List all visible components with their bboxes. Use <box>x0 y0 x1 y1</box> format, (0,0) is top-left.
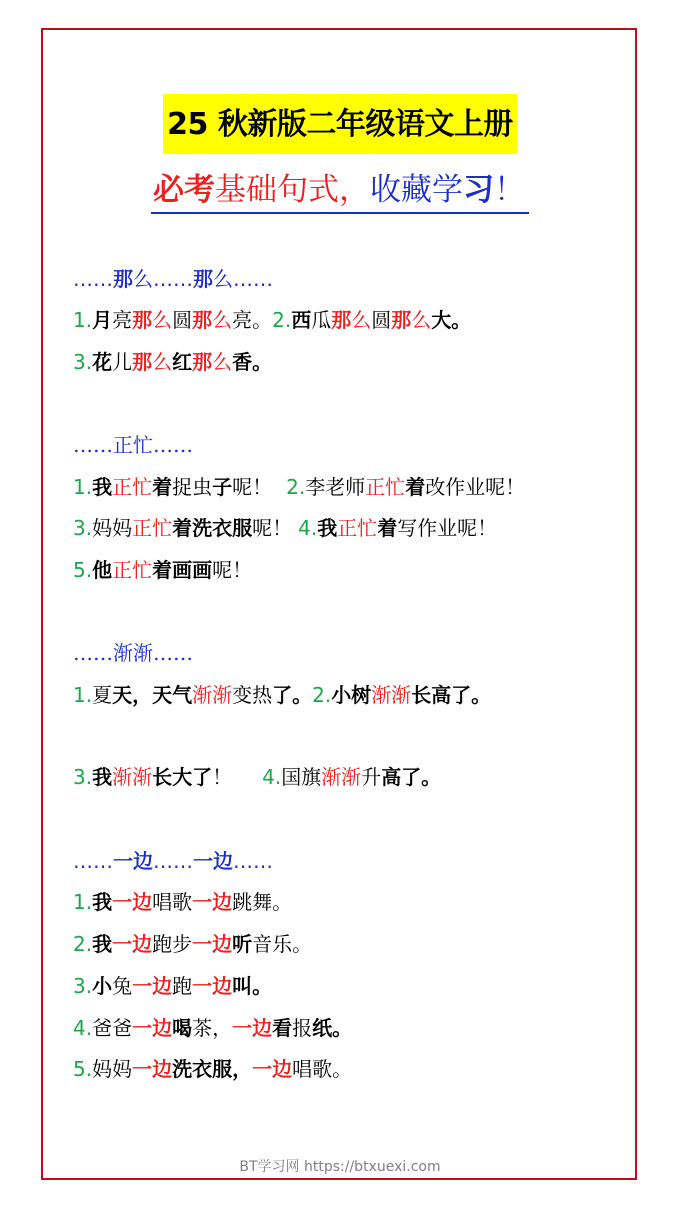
text-part: 他 <box>92 558 113 582</box>
text-part: ！ <box>212 765 233 789</box>
text-part: 喝 <box>172 1016 193 1040</box>
keyword: 那 <box>132 308 153 332</box>
sentence-line <box>73 762 441 792</box>
text-part: 叫。 <box>232 974 273 998</box>
heading-part: 那 <box>193 267 213 291</box>
keyword: 么 <box>411 308 432 332</box>
text-part: 红 <box>172 350 193 374</box>
keyword: 么 <box>212 350 233 374</box>
keyword: 正忙 <box>112 475 153 499</box>
text-part: 李老师 <box>305 475 366 499</box>
text-part: 呢！ <box>232 475 273 499</box>
text-part: 写作业呢！ <box>397 516 498 540</box>
subtitle-container <box>0 168 680 214</box>
text-part: 儿 <box>112 350 133 374</box>
sentence-line <box>73 555 252 585</box>
keyword: 一边 <box>132 974 173 998</box>
keyword: 么 <box>152 350 173 374</box>
keyword: 一边 <box>112 890 153 914</box>
sentence-line <box>73 887 292 917</box>
heading-part: …… <box>153 267 193 291</box>
item-number: 2. <box>272 308 292 332</box>
keyword: 那 <box>391 308 412 332</box>
heading-part: 一边 <box>113 849 153 873</box>
keyword: 一边 <box>132 1016 173 1040</box>
keyword: 正忙 <box>365 475 406 499</box>
heading-part: …… <box>73 849 113 873</box>
text-part: 爸爸 <box>92 1016 133 1040</box>
item-number: 5. <box>73 1057 93 1081</box>
text-part: 我 <box>92 475 113 499</box>
text-part: 圆 <box>172 308 193 332</box>
subtitle-part: 基础句式， <box>215 172 370 208</box>
item-number: 3. <box>73 516 93 540</box>
text-part: 跑步 <box>152 932 193 956</box>
item-number: 2. <box>312 683 332 707</box>
text-part: 妈妈 <box>92 1057 133 1081</box>
heading-part: …… <box>153 849 193 873</box>
text-part: 天，天气 <box>112 683 193 707</box>
keyword: 一边 <box>132 1057 173 1081</box>
item-number: 1. <box>73 683 93 707</box>
text-part: 圆 <box>371 308 392 332</box>
sentence-line <box>73 971 272 1001</box>
footer-watermark: BT学习网 https://btxuexi.com <box>239 1159 441 1175</box>
keyword: 渐渐 <box>112 765 153 789</box>
text-part: 洗衣服， <box>172 1057 253 1081</box>
sentence-line <box>73 1054 352 1084</box>
text-part: 西 <box>291 308 312 332</box>
heading-part: …… <box>73 267 113 291</box>
sentence-line <box>73 1013 352 1043</box>
text-part: 着 <box>405 475 426 499</box>
section-heading-jian-jian <box>73 638 193 668</box>
sentence-line <box>73 472 525 502</box>
text-part: 我 <box>92 932 113 956</box>
text-part: 了。 <box>272 683 313 707</box>
keyword: 么 <box>351 308 372 332</box>
item-number: 1. <box>73 308 93 332</box>
text-part: 唱歌。 <box>292 1057 353 1081</box>
keyword: 正忙 <box>132 516 173 540</box>
text-part: 亮 <box>112 308 133 332</box>
keyword: 一边 <box>112 932 153 956</box>
page-subtitle <box>151 168 529 214</box>
text-part: 看 <box>272 1016 293 1040</box>
heading-part: 那 <box>113 267 133 291</box>
keyword: 正忙 <box>337 516 378 540</box>
keyword: 么 <box>152 308 173 332</box>
sentence-line <box>73 347 272 377</box>
keyword: 一边 <box>192 932 233 956</box>
text-part: 呢！ <box>252 516 293 540</box>
text-part: 我 <box>317 516 338 540</box>
text-part: 呢！ <box>212 558 253 582</box>
text-part: 茶， <box>192 1016 233 1040</box>
text-part: 听 <box>232 932 253 956</box>
text-part: 兔 <box>112 974 133 998</box>
text-part: 国旗 <box>281 765 322 789</box>
title-container <box>0 94 680 154</box>
text-part: 唱歌 <box>152 890 193 914</box>
text-part: 音乐。 <box>252 932 313 956</box>
keyword: 一边 <box>252 1057 293 1081</box>
heading-part: 么 <box>213 267 233 291</box>
section-heading-yi-bian <box>73 846 273 876</box>
text-part: 跳舞。 <box>232 890 293 914</box>
text-part: 花 <box>92 350 113 374</box>
sentence-line <box>73 513 497 543</box>
item-number: 4. <box>262 765 282 789</box>
heading-part: ……渐渐…… <box>73 641 193 665</box>
text-part: 捉虫 <box>172 475 213 499</box>
heading-part: …… <box>233 267 273 291</box>
sentence-line <box>73 680 491 710</box>
heading-part: ……正忙…… <box>73 433 193 457</box>
text-part: 高了。 <box>381 765 442 789</box>
keyword: 一边 <box>232 1016 273 1040</box>
text-part: 月 <box>92 308 113 332</box>
text-part: 变热 <box>232 683 273 707</box>
keyword: 那 <box>192 308 213 332</box>
text-part: 着 <box>152 475 173 499</box>
item-number: 3. <box>73 765 93 789</box>
keyword: 渐渐 <box>192 683 233 707</box>
text-part: 报 <box>292 1016 313 1040</box>
item-number: 4. <box>73 1016 93 1040</box>
keyword: 渐渐 <box>321 765 362 789</box>
keyword: 那 <box>132 350 153 374</box>
subtitle-part: 收藏学 <box>370 172 463 208</box>
subtitle-part: 习 <box>463 172 494 208</box>
keyword: 渐渐 <box>371 683 412 707</box>
text-part: 纸。 <box>312 1016 353 1040</box>
page-title: 25 秋新版二年级语文上册 <box>163 94 517 154</box>
text-part: 夏 <box>92 683 113 707</box>
subtitle-part: ！ <box>494 172 525 208</box>
text-part: 小树 <box>331 683 372 707</box>
text-part: 着画画 <box>152 558 213 582</box>
subtitle-part: 必考 <box>153 172 215 208</box>
text-part: 我 <box>92 765 113 789</box>
text-part: 瓜 <box>311 308 332 332</box>
item-number: 1. <box>73 475 93 499</box>
text-part: 长高了。 <box>411 683 492 707</box>
text-part: 着 <box>377 516 398 540</box>
item-number: 3. <box>73 350 93 374</box>
text-part: 跑 <box>172 974 193 998</box>
text-part: 长大了 <box>152 765 213 789</box>
heading-part: …… <box>233 849 273 873</box>
keyword: 那 <box>192 350 213 374</box>
text-part: 妈妈 <box>92 516 133 540</box>
item-number: 5. <box>73 558 93 582</box>
text-part: 香。 <box>232 350 273 374</box>
text-part: 着洗衣服 <box>172 516 253 540</box>
text-part: 我 <box>92 890 113 914</box>
section-heading-name-me <box>73 264 273 294</box>
keyword: 一边 <box>192 890 233 914</box>
heading-part: 么 <box>133 267 153 291</box>
heading-part: 一边 <box>193 849 233 873</box>
sentence-line <box>73 305 471 335</box>
keyword: 么 <box>212 308 233 332</box>
text-part: 小 <box>92 974 113 998</box>
text-part: 亮。 <box>232 308 273 332</box>
sentence-line <box>73 929 312 959</box>
text-part: 升 <box>361 765 382 789</box>
keyword: 那 <box>331 308 352 332</box>
text-part: 改作业呢！ <box>425 475 526 499</box>
keyword: 一边 <box>192 974 233 998</box>
item-number: 1. <box>73 890 93 914</box>
section-heading-zheng-mang <box>73 430 193 460</box>
keyword: 正忙 <box>112 558 153 582</box>
text-part: 大。 <box>431 308 472 332</box>
item-number: 3. <box>73 974 93 998</box>
item-number: 4. <box>298 516 318 540</box>
item-number: 2. <box>73 932 93 956</box>
item-number: 2. <box>286 475 306 499</box>
text-part: 子 <box>212 475 233 499</box>
